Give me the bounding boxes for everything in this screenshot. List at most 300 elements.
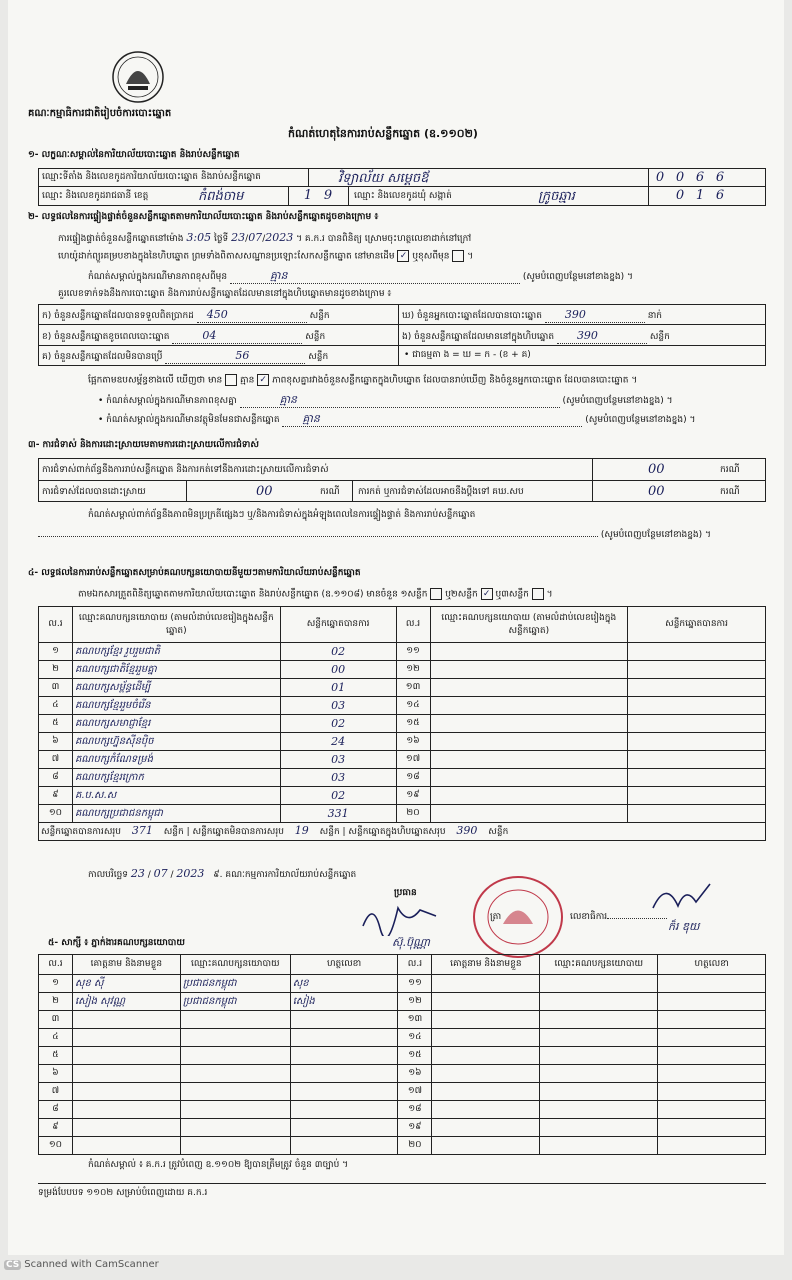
unused-row: [42, 350, 328, 364]
witness-party: [540, 1029, 658, 1047]
voters-value: 390: [564, 308, 586, 321]
table-row: [39, 787, 766, 805]
row-no: ១៦: [398, 1065, 432, 1083]
row-no: ៨: [39, 769, 73, 787]
table-row: [39, 769, 766, 787]
label: សន្លឹកឆ្នោតមិនបានការសរុប: [192, 827, 284, 837]
witness-party: [180, 1047, 290, 1065]
form-footer: ទម្រង់បែបបទ ១១០២ សម្រាប់បំពេញដោយ គ.ក.រ: [38, 1188, 208, 1198]
label: ៩. គណៈកម្មការការិយាល័យរាប់សន្លឹកឆ្នោត: [213, 870, 357, 880]
label: • កំណត់សម្គាល់ក្នុងករណីមានវត្ថុមិនមែនជាសន្លឹកឆ្នោត: [98, 415, 280, 425]
table-row: [39, 679, 766, 697]
form-note: កំណត់សម្គាល់ ៖ គ.ក.រ ត្រូវបំពេញ ឧ.១១០២ ឱ្យបានត្រឹមត្រូវ ចំនួន ៣ច្បាប់ ។: [88, 1160, 349, 1170]
table-row: [39, 1119, 766, 1137]
has-diff-checkbox: [225, 374, 237, 386]
row-no: ១១: [396, 643, 430, 661]
witness-name: [72, 1029, 180, 1047]
section3-heading: ៣- ការជំទាស់ និងការដោះស្រាយមេតាមការដោះស្រាយលើការជំទាស់: [28, 440, 259, 450]
witness-signature: [290, 1119, 398, 1137]
spoiled-value: 04: [202, 329, 217, 342]
section2-heading: ២- លទ្ធផលនៃការផ្ទៀងផ្ទាត់ចំនួនសន្លឹកឆ្នោតតាមការិយាល័យបោះឆ្នោត និងរាប់សន្លឹកឆ្នោតដូចខាងក្រោម ៖: [28, 212, 379, 222]
witness-signature: [658, 1047, 766, 1065]
witness-name: [432, 1011, 540, 1029]
col-name: គោត្តនាម និងនាមខ្លួន: [72, 955, 180, 975]
row-no: ១៧: [398, 1083, 432, 1101]
party-name: គណបក្សហ្វ៊ុនស៊ីនប៉ិច: [72, 733, 280, 751]
table-row: [39, 751, 766, 769]
row-no: ១៥: [396, 715, 430, 733]
chair-label: ប្រធាន: [394, 888, 417, 898]
in-box-row: [402, 330, 670, 344]
official-seal: [468, 872, 568, 962]
witness-signature: [290, 1065, 398, 1083]
row-no: ១៨: [398, 1101, 432, 1119]
label: ថ្ងៃទី: [213, 234, 229, 244]
witness-name: [72, 1119, 180, 1137]
party-votes: [628, 715, 766, 733]
witness-signature: [658, 1029, 766, 1047]
party-votes: [628, 769, 766, 787]
code-digit: 6: [695, 170, 705, 185]
spoiled-row: [42, 330, 325, 344]
note2-value: គ្មាន: [279, 393, 298, 406]
witness-party: [540, 1011, 658, 1029]
witness-signature: [290, 1083, 398, 1101]
row-no: ១៩: [396, 787, 430, 805]
label: (សូមបំពេញបន្ថែមនៅខាងខ្នង) ។: [600, 530, 711, 540]
witness-name: [432, 975, 540, 993]
row-no: ៩: [39, 787, 73, 805]
table-row: [39, 1065, 766, 1083]
secretary-name: ក៏រ ឌុយ: [668, 920, 700, 933]
month-value: 07: [248, 231, 263, 244]
col-party: ឈ្មោះគណបក្សនយោបាយ (តាមលំដាប់លេខរៀងក្នុងសន្លឹកឆ្នោត): [72, 607, 280, 643]
row-no: ៤: [39, 1029, 73, 1047]
witness-name: [432, 1029, 540, 1047]
row-no: ១៤: [398, 1029, 432, 1047]
witness-party: [540, 1119, 658, 1137]
witness-signature: [290, 1047, 398, 1065]
valid-total: 371: [131, 824, 153, 837]
witness-party: [180, 1011, 290, 1029]
label: កំណត់សម្គាល់ក្នុងករណីមានភាពខុសពីមុន: [88, 272, 228, 282]
witness-party: [180, 1137, 290, 1155]
invalid-total: 19: [294, 824, 309, 837]
label: • កំណត់សម្គាល់ក្នុងករណីមានភាពខុសគ្នា: [98, 396, 237, 406]
label: សន្លឹកឆ្នោតបានការសរុប: [41, 827, 121, 837]
label: លេខាធិការ: [570, 912, 608, 922]
table-row: [39, 975, 766, 993]
witness-name: [72, 1101, 180, 1119]
case-unit: ករណី: [720, 465, 740, 475]
unit: សន្លឹក: [649, 332, 670, 342]
label: ឬ៣សន្លឹក: [495, 589, 529, 600]
witness-name: [432, 1065, 540, 1083]
seal-label: ត្រា: [490, 912, 502, 922]
witness-party: [540, 993, 658, 1011]
witness-signature: [658, 1119, 766, 1137]
party-votes: [628, 661, 766, 679]
diff-line: [88, 374, 637, 387]
party-name: [430, 751, 628, 769]
row-no: ៥: [39, 1047, 73, 1065]
label: ក) ចំនួនសន្លឹកឆ្នោតដែលបានទទួលពិតប្រាកដ: [42, 311, 194, 321]
witness-party: [540, 1083, 658, 1101]
party-votes: [628, 643, 766, 661]
objection-row2-value2: 00: [648, 484, 665, 499]
label: ផ្អែកតាមឧបសម្ព័ន្ធខាងលើ ឃើញថា មាន: [88, 375, 223, 386]
objection-row2-label: ការជំទាស់ដែលបានដោះស្រាយ: [42, 487, 146, 497]
party-name: [430, 733, 628, 751]
col-party: ឈ្មោះគណបក្សនយោបាយ: [180, 955, 290, 975]
commune-label: ឈ្មោះ និងលេខកូដឃុំ សង្កាត់: [354, 191, 452, 201]
row-no: ១៧: [396, 751, 430, 769]
col-sign: ហត្ថលេខា: [290, 955, 398, 975]
check-time-line: ការផ្ទៀងផ្ទាត់ចំនួនសន្លឹកឆ្នោតនៅម៉ោង 3:05 ថ្ងៃទី 23/07/2023 ។ គ.ក.រ បានពិនិត្យ ស្រោមចុះហត្ថលេខាដាក់នៅក្រៅ: [58, 231, 472, 244]
witness-party: [180, 1065, 290, 1083]
label: ង) ចំនួនសន្លឹកឆ្នោតដែលមាននៅក្នុងហិបឆ្នោត: [402, 332, 555, 342]
col-votes: សន្លឹកឆ្នោតបានការ: [280, 607, 396, 643]
party-votes: [628, 805, 766, 823]
totals-row: សន្លឹកឆ្នោតបានការសរុប 371 សន្លឹក | សន្លឹកឆ្នោតមិនបានការសរុប 19 សន្លឹក | សន្លឹកឆ្នោតក្នុងហិបឆ្នោតសរុប 390 សន្លឹក: [39, 823, 766, 841]
witness-signature: [658, 1101, 766, 1119]
party-votes: 02: [280, 643, 396, 661]
date-month: 07: [153, 867, 168, 880]
label: តាមឯកសារត្រួតពិនិត្យឆ្នោតតាមការិយាល័យបោះឆ្នោត និងរាប់សន្លឹកឆ្នោត (ឧ.១១០៨) មានចំនួន ១សន្លឹក: [78, 589, 428, 600]
unit: សន្លឹក: [309, 311, 330, 321]
table-row: [39, 805, 766, 823]
party-votes: [628, 733, 766, 751]
org-name: គណៈកម្មាធិការជាតិរៀបចំការបោះឆ្នោត: [28, 108, 172, 119]
table-row: [39, 697, 766, 715]
row-no: ១៩: [398, 1119, 432, 1137]
changed-checkbox: [452, 250, 464, 262]
row-no: ១៣: [398, 1011, 432, 1029]
table-row: [39, 1029, 766, 1047]
voters-row: [402, 309, 662, 323]
label: (សូមបំពេញបន្ថែមនៅខាងខ្នង) ។: [562, 396, 673, 406]
party-name: [430, 661, 628, 679]
witness-name: [72, 1137, 180, 1155]
row-no: ១០: [39, 805, 73, 823]
note1-line: [88, 270, 633, 284]
witness-party: [180, 1029, 290, 1047]
party-votes: 01: [280, 679, 396, 697]
label: ឃ) ចំនួនអ្នកបោះឆ្នោតដែលបានបោះឆ្នោត: [402, 311, 542, 321]
party-name: គណបក្សខ្មែររួមចំរើន: [72, 697, 280, 715]
section4-heading: ៤- លទ្ធផលនៃការរាប់សន្លឹកឆ្នោតសម្រាប់គណបក្សនយោបាយនីមួយៗតាមការិយាល័យរាប់សន្លឹកឆ្នោត: [28, 568, 361, 578]
col-no: ល.រ: [39, 607, 73, 643]
row-no: ៨: [39, 1101, 73, 1119]
witness-party: [540, 1065, 658, 1083]
party-votes: 24: [280, 733, 396, 751]
province-value: កំពង់ចាម: [198, 189, 244, 204]
witness-name: [432, 1083, 540, 1101]
one-sheet-checkbox: [430, 588, 442, 600]
party-name: គណបក្សសមាជ្ញាខ្មែរ: [72, 715, 280, 733]
row-no: ៩: [39, 1119, 73, 1137]
row-no: ១២: [398, 993, 432, 1011]
code-digit: 6: [715, 188, 725, 203]
row-no: ១៤: [396, 697, 430, 715]
label: សន្លឹកឆ្នោតក្នុងហិបឆ្នោតសរុប: [348, 827, 446, 837]
party-name: [430, 715, 628, 733]
unit: សន្លឹក: [308, 352, 329, 362]
commune-code: [670, 188, 730, 203]
unit: សន្លឹក: [488, 827, 509, 837]
col-votes: សន្លឹកឆ្នោតបានការ: [628, 607, 766, 643]
note3-line: [98, 413, 695, 427]
party-votes: [628, 697, 766, 715]
row-no: ១២: [396, 661, 430, 679]
date-line: កាលបរិច្ឆេទ 23 / 07 / 2023 ៩. គណៈកម្មការការិយាល័យរាប់សន្លឹកឆ្នោត: [88, 867, 357, 880]
camscanner-icon: CS: [6, 1260, 20, 1270]
party-name: គណបក្សខ្មែរ រួបរួមជាតិ: [72, 643, 280, 661]
table-row: [39, 733, 766, 751]
form-title: កំណត់ហេតុនៃការរាប់សន្លឹកឆ្នោត (ឧ.១១០២): [288, 127, 478, 140]
row-no: ១១: [398, 975, 432, 993]
witness-name: [432, 1101, 540, 1119]
party-name: [430, 679, 628, 697]
witness-party: [540, 1101, 658, 1119]
figures-intro: គួរលេខទាក់ទងនឹងការបោះឆ្នោត និងការរាប់សន្លឹកឆ្នោតដែលមាននៅក្នុងហិបឆ្នោតមានដូចខាងក្រោម ៖: [58, 289, 392, 299]
witness-party: [180, 1101, 290, 1119]
code-digit: 0: [675, 188, 685, 203]
row-no: ៦: [39, 1065, 73, 1083]
col-party: ឈ្មោះគណបក្សនយោបាយ (តាមលំដាប់លេខរៀងក្នុងសន្លឹកឆ្នោត): [430, 607, 628, 643]
table-row: [39, 643, 766, 661]
label: (សូមបំពេញបន្ថែមនៅខាងខ្នង) ។: [522, 272, 633, 282]
witness-party: ប្រជាជនកម្ពុជា: [180, 993, 290, 1011]
province-code: [298, 188, 338, 203]
commune-value: ក្រូចឆ្មារ: [538, 189, 575, 204]
box-total: 390: [456, 824, 478, 837]
chair-name: ស៊ុ.ប៊ុណ្ណា: [392, 936, 430, 949]
unit: នាក់: [647, 311, 663, 321]
col-party: ឈ្មោះគណបក្សនយោបាយ: [540, 955, 658, 975]
row-no: ៧: [39, 751, 73, 769]
witness-name: [72, 1065, 180, 1083]
no-diff-checkbox: ✓: [257, 374, 269, 386]
party-votes: 03: [280, 751, 396, 769]
witness-signature: [658, 1137, 766, 1155]
party-votes: 00: [280, 661, 396, 679]
row-no: ១: [39, 643, 73, 661]
note2-line: [98, 394, 673, 408]
party-name: [430, 769, 628, 787]
witness-party: [540, 1137, 658, 1155]
objection-row2-label2: ការកត់ ឬការជំទាស់ដែលអាចនឹងប្ដឹងទៅ គឃ.សប: [358, 487, 524, 497]
date-day: 23: [130, 867, 145, 880]
date-year: 2023: [176, 867, 205, 880]
witness-party: [180, 1083, 290, 1101]
chair-signature: [358, 896, 448, 936]
code-digit: 0: [655, 170, 665, 185]
label: ហេយ៉ូដាក់ព្យួរគម្របខាងក្នុងនៃហិបឆ្នោត ព្រមទាំងពិតាសសណ្ឋានប្រឡោះសែកសន្លឹកឆ្នោត នៅមានដើម: [58, 251, 395, 262]
row-no: ៥: [39, 715, 73, 733]
witness-signature: [658, 1065, 766, 1083]
row-no: ២: [39, 993, 73, 1011]
table-row: [39, 1011, 766, 1029]
table-row: [39, 661, 766, 679]
unit: សន្លឹក: [163, 827, 184, 837]
intact-checkbox: ✓: [397, 250, 409, 262]
table-row: [39, 1047, 766, 1065]
row-no: ៣: [39, 679, 73, 697]
code-digit: 1: [695, 188, 705, 203]
label: (សូមបំពេញបន្ថែមនៅខាងខ្នង) ។: [585, 415, 696, 425]
unit: សន្លឹក: [319, 827, 340, 837]
location-value: វិទ្យាល័យ សម្តេចឪ: [338, 171, 429, 186]
witness-signature: [658, 1083, 766, 1101]
results-table: [38, 606, 766, 841]
witness-party: ប្រជាជនកម្ពុជា: [180, 975, 290, 993]
two-sheet-checkbox: ✓: [481, 588, 493, 600]
witness-party: [540, 975, 658, 993]
witness-signature: [290, 1029, 398, 1047]
objection-row1-value: 00: [648, 462, 665, 477]
party-name: គ.ប.ស.ស: [72, 787, 280, 805]
code-digit: 1: [303, 188, 313, 203]
col-no: ល.រ: [398, 955, 432, 975]
party-name: [430, 805, 628, 823]
row-no: ១: [39, 975, 73, 993]
row-no: ១៨: [396, 769, 430, 787]
party-votes: 02: [280, 787, 396, 805]
party-votes: [628, 679, 766, 697]
row-no: ២០: [396, 805, 430, 823]
row-no: ៧: [39, 1083, 73, 1101]
witness-signature: [658, 993, 766, 1011]
received-row: [42, 309, 330, 323]
party-votes: [628, 787, 766, 805]
witness-name: សុខ ស៊ី: [72, 975, 180, 993]
row-no: ២០: [398, 1137, 432, 1155]
party-name: [430, 697, 628, 715]
row-no: ៦: [39, 733, 73, 751]
formula: • ជាធម្មតា ង = ឃ = ក - (ខ + គ): [404, 350, 531, 360]
label: គ្មាន: [240, 375, 255, 386]
witness-name: [72, 1083, 180, 1101]
witness-name: [72, 1047, 180, 1065]
witness-signature: [290, 1011, 398, 1029]
row-no: ១៥: [398, 1047, 432, 1065]
irregularity-fill: [38, 530, 711, 541]
col-no: ល.រ: [39, 955, 73, 975]
three-sheet-checkbox: [532, 588, 544, 600]
witness-name: [432, 1119, 540, 1137]
table-row: [39, 1083, 766, 1101]
row-no: ១៦: [396, 733, 430, 751]
location-label: ឈ្មោះទីតាំង និងលេខកូដការិយាល័យបោះឆ្នោត និងរាប់សន្លឹកឆ្នោត: [42, 172, 261, 182]
party-name: [430, 787, 628, 805]
col-name: គោត្តនាម និងនាមខ្លួន: [432, 955, 540, 975]
received-value: 450: [206, 308, 228, 321]
party-votes: 02: [280, 715, 396, 733]
party-name: គណបក្សកំណែទម្រង់: [72, 751, 280, 769]
party-name: គណបក្សប្រជាជនកម្ពុជា: [72, 805, 280, 823]
seal-line: ហេយ៉ូដាក់ព្យួរគម្របខាងក្នុងនៃហិបឆ្នោត ព្រមទាំងពិតាសសណ្ឋានប្រឡោះសែកសន្លឹកឆ្នោត នៅមានដើម ✓ ឬខុសពីមុន ។: [58, 251, 474, 262]
party-name: គណបក្សខ្មែរក្រោក: [72, 769, 280, 787]
in-box-value: 390: [576, 329, 598, 342]
party-name: គណបក្សជាតិខ្មែររួមគ្នា: [72, 661, 280, 679]
party-votes: 331: [280, 805, 396, 823]
party-name: គណបក្សសម្ព័ន្ធដើម្បី: [72, 679, 280, 697]
witness-name: [432, 1137, 540, 1155]
witness-signature: [658, 975, 766, 993]
form-page: [8, 0, 784, 1255]
witness-name: [432, 1047, 540, 1065]
section5-heading: ៥- សាក្សី ៖ ភ្នាក់ងារគណបក្សនយោបាយ: [48, 938, 185, 948]
time-value: 3:05: [186, 231, 212, 244]
note3-value: គ្មាន: [302, 412, 320, 425]
row-no: ២: [39, 661, 73, 679]
case-unit: ករណី: [720, 487, 740, 497]
location-code: [650, 170, 730, 185]
witness-signature: សុខ: [290, 975, 398, 993]
label: គ) ចំនួនសន្លឹកឆ្នោតដែលមិនបានប្រើ: [42, 352, 163, 362]
witness-signature: សៀង: [290, 993, 398, 1011]
witness-name: សៀង សុវណ្ណ: [72, 993, 180, 1011]
objection-row2-value: 00: [256, 484, 273, 499]
irregularity-line: កំណត់សម្គាល់ពាក់ព័ន្ធនឹងភាពមិនប្រក្រតីផ្សេងៗ ឬ/និងការជំទាស់ក្នុងអំឡុងពេលនៃការផ្ទៀងផ្ទាត់ និងការរាប់សន្លឹកឆ្នោត: [88, 510, 476, 520]
scanner-text: Scanned with CamScanner: [24, 1259, 159, 1270]
party-votes: 03: [280, 697, 396, 715]
row-no: ១៣: [396, 679, 430, 697]
table-row: [39, 715, 766, 733]
secretary-signature: [648, 876, 718, 916]
witness-table: [38, 954, 766, 1155]
col-sign: ហត្ថលេខា: [658, 955, 766, 975]
witness-signature: [658, 1011, 766, 1029]
day-value: 23: [231, 231, 246, 244]
col-no: ល.រ: [396, 607, 430, 643]
objection-row1-label: ការជំទាស់ពាក់ព័ន្ធនឹងការរាប់សន្លឹកឆ្នោត និងការកត់ទៅនឹងការដោះស្រាយលើការជំទាស់: [42, 465, 329, 475]
nec-logo: [108, 48, 168, 106]
party-votes: [628, 751, 766, 769]
label: ខ) ចំនួនសន្លឹកឆ្នោតខូចពេលបោះឆ្នោត: [42, 332, 170, 342]
witness-signature: [290, 1101, 398, 1119]
witness-name: [72, 1011, 180, 1029]
unused-value: 56: [235, 349, 250, 362]
tally-sheet-line: តាមឯកសារត្រួតពិនិត្យឆ្នោតតាមការិយាល័យបោះឆ្នោត និងរាប់សន្លឹកឆ្នោត (ឧ.១១០៨) មានចំនួន ១សន្លឹក ឬ២សន្លឹក ✓ ឬ៣សន្លឹក ។: [78, 589, 553, 600]
label: ឬខុសពីមុន: [412, 251, 450, 262]
note1-value: គ្មាន: [269, 269, 288, 282]
code-digit: 9: [323, 188, 333, 203]
case-unit: ករណី: [320, 487, 340, 497]
year-value: 2023: [265, 231, 294, 244]
label: ភាពខុសគ្នារវាងចំនួនសន្លឹកឆ្នោតក្នុងហិបឆ្នោត ដែលបានរាប់ឃើញ និងចំនួនអ្នកបោះឆ្នោត ដែលបានបោះឆ្នោត ។: [272, 375, 638, 386]
label: ការផ្ទៀងផ្ទាត់ចំនួនសន្លឹកឆ្នោតនៅម៉ោង: [58, 234, 184, 244]
witness-party: [540, 1047, 658, 1065]
party-name: [430, 643, 628, 661]
row-no: ១០: [39, 1137, 73, 1155]
party-votes: 03: [280, 769, 396, 787]
witness-party: [180, 1119, 290, 1137]
table-row: [39, 1101, 766, 1119]
row-no: ៤: [39, 697, 73, 715]
table-row: [39, 993, 766, 1011]
code-digit: 0: [675, 170, 685, 185]
province-label: ឈ្មោះ និងលេខកូដរាជធានី ខេត្ត: [42, 191, 149, 201]
scanner-watermark: [4, 1259, 159, 1270]
label: ។ គ.ក.រ បានពិនិត្យ ស្រោមចុះហត្ថលេខាដាក់នៅក្រៅ: [296, 234, 472, 244]
label: ឬ២សន្លឹក: [445, 589, 478, 600]
table-row: [39, 1137, 766, 1155]
section1-heading: ១- លក្ខណៈសម្គាល់នៃការិយាល័យបោះឆ្នោត និងរាប់សន្លឹកឆ្នោត: [28, 150, 240, 160]
witness-signature: [290, 1137, 398, 1155]
row-no: ៣: [39, 1011, 73, 1029]
